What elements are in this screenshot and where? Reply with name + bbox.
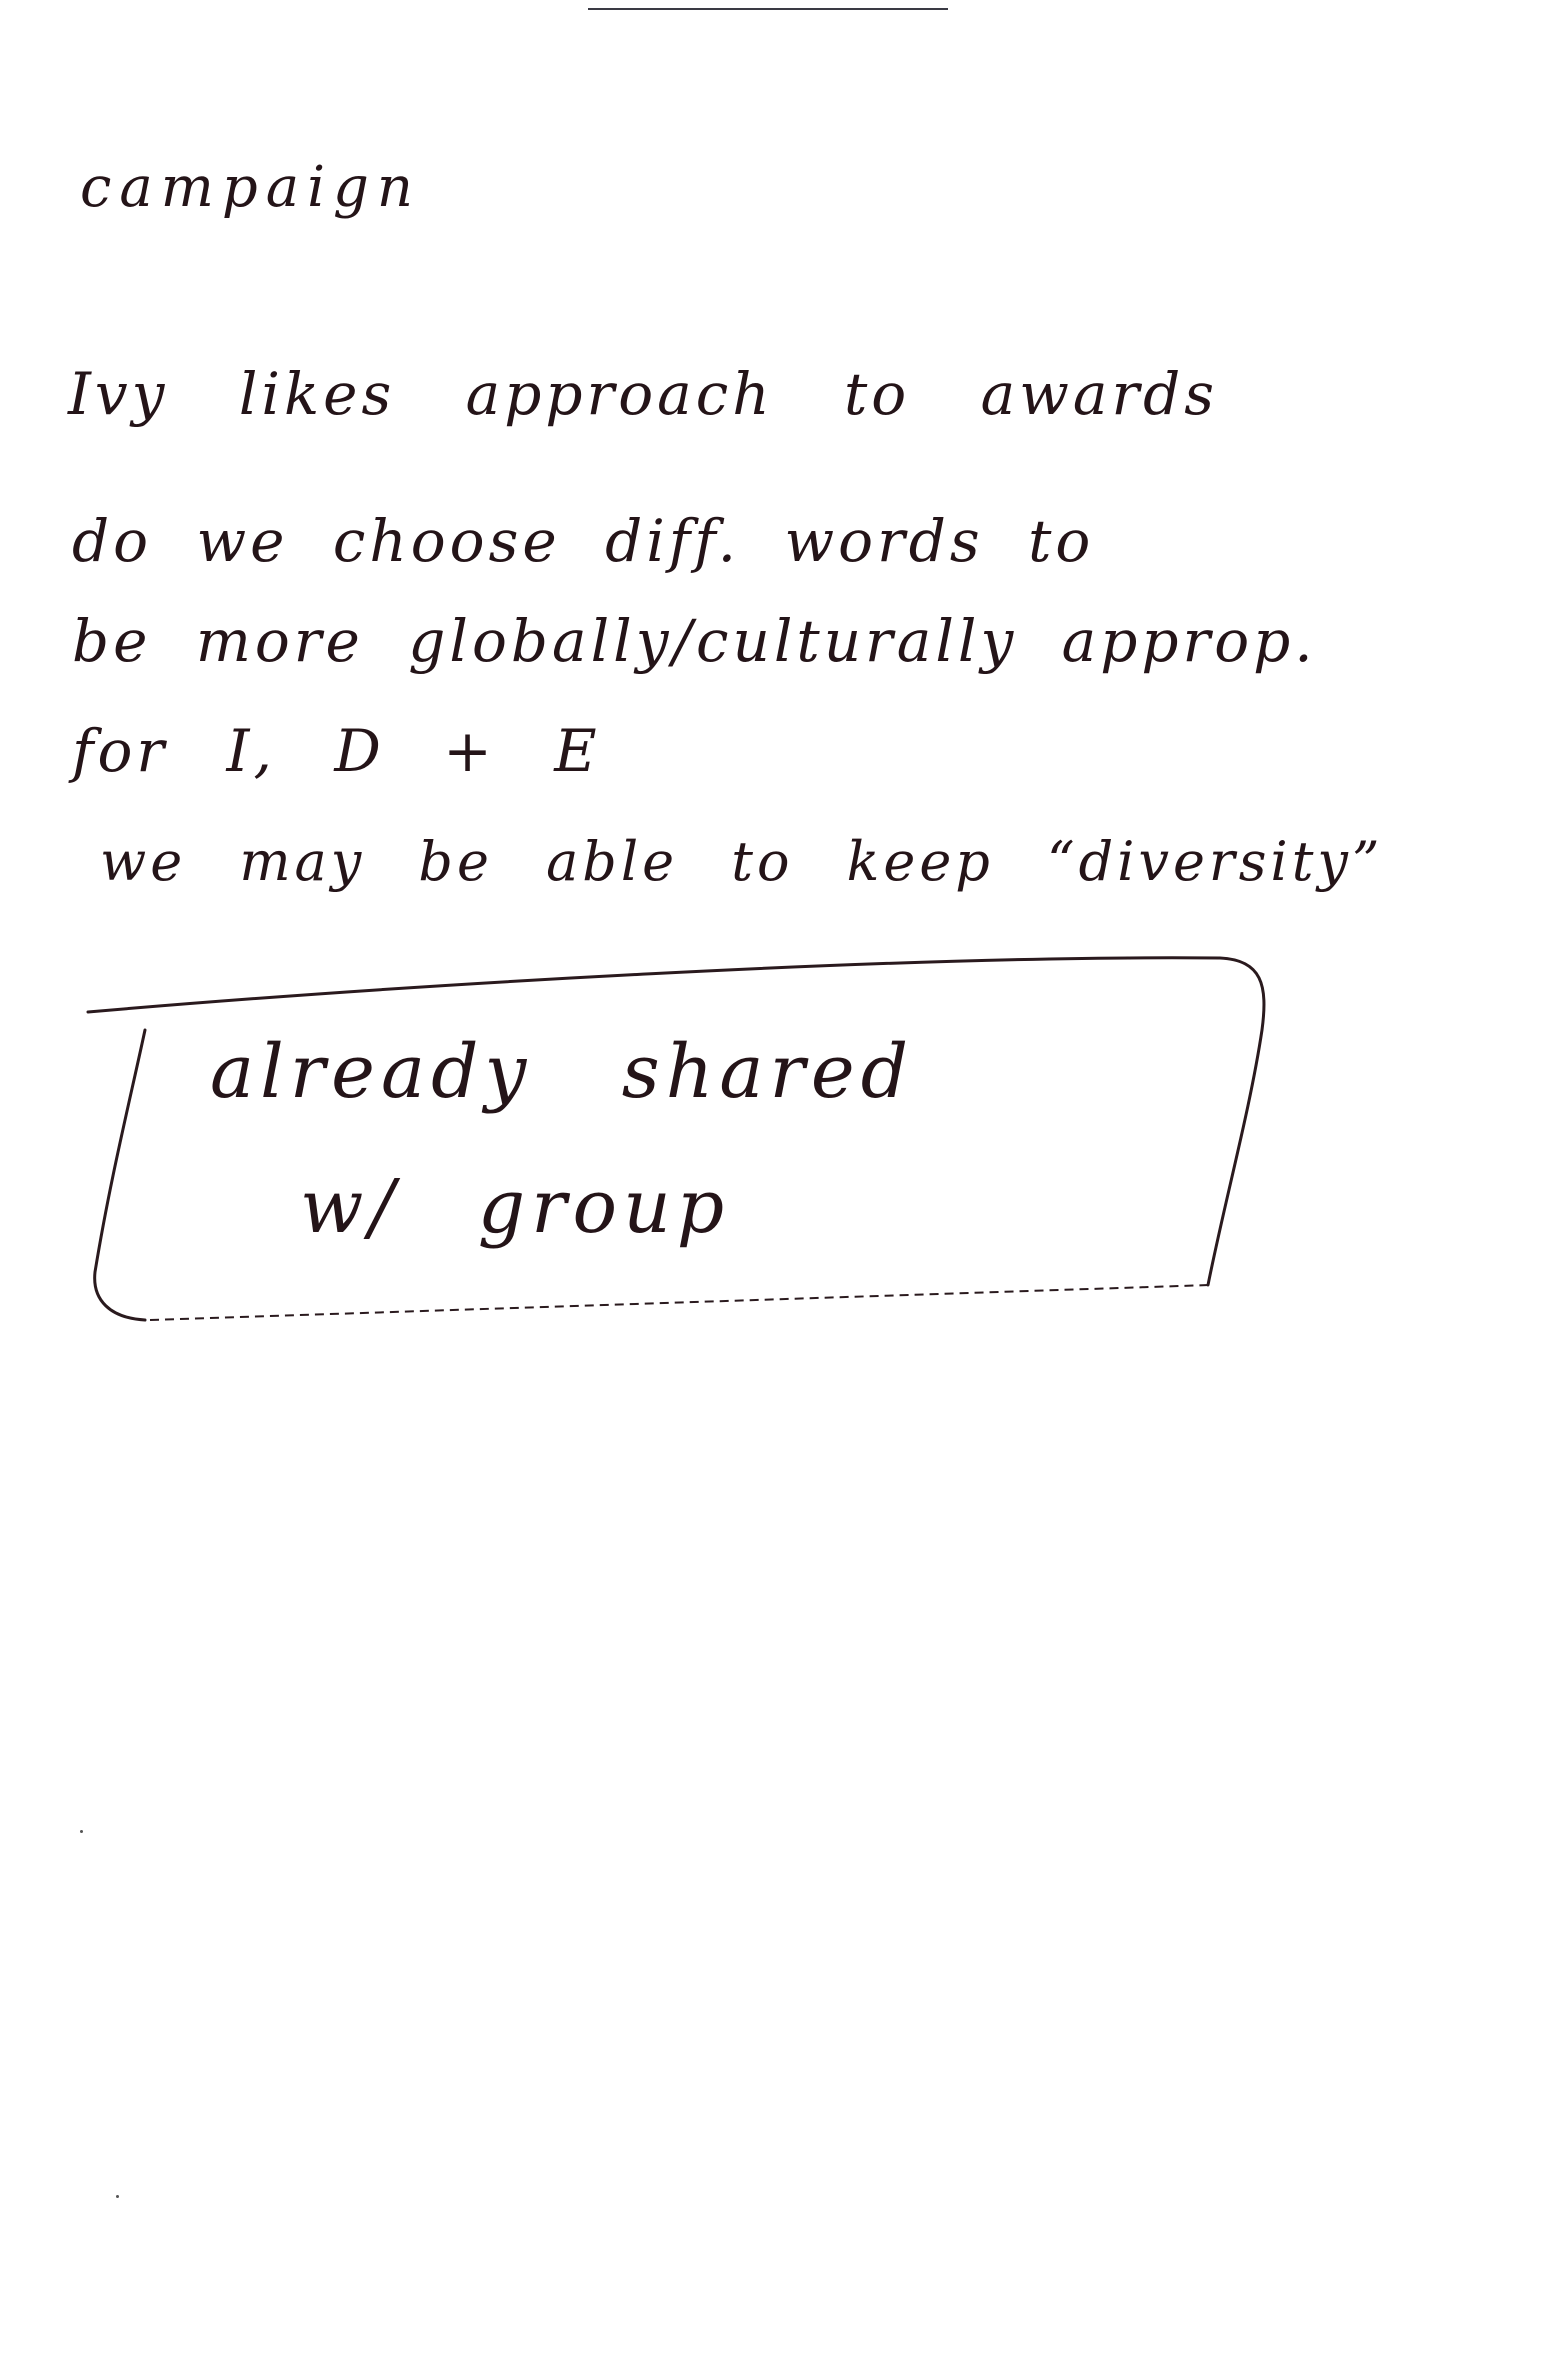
boxed-note-line-1: already shared [210, 1029, 915, 1115]
note-line-awards: Ivy likes approach to awards [68, 360, 1219, 428]
note-heading: campaign [80, 155, 421, 220]
note-line-words: do we choose diff. words to [72, 507, 1095, 575]
paper-speck [80, 1830, 83, 1833]
note-line-ide: for I, D + E [72, 717, 601, 785]
paper-speck [116, 2195, 119, 2198]
boxed-note-line-2: w/ group [300, 1164, 731, 1250]
note-line-globally: be more globally/culturally approp. [72, 607, 1317, 675]
note-line-diversity: we may be able to keep “diversity” [100, 830, 1384, 893]
